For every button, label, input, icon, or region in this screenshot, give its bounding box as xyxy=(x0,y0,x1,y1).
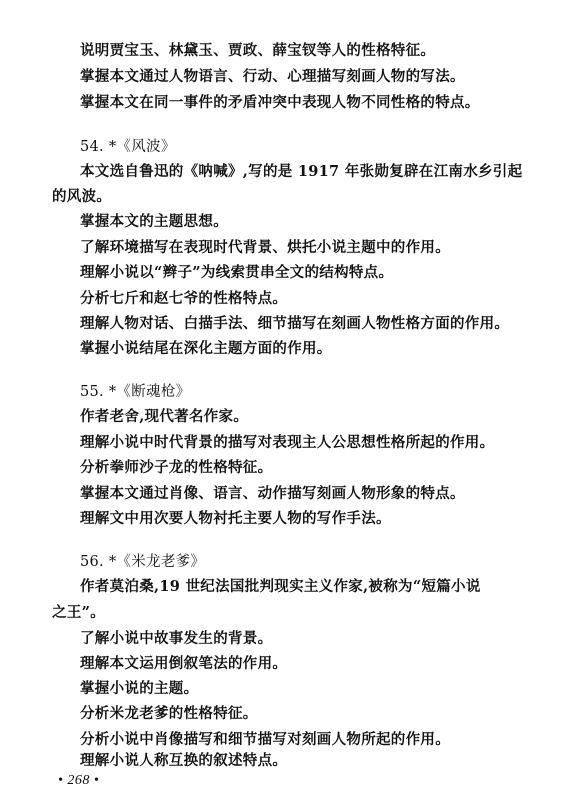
section-line: 掌握小说的主题。 xyxy=(80,680,199,697)
section-line: 本文选自鲁迅的《呐喊》,写的是 1917 年张勋复辟在江南水乡引起 xyxy=(80,163,523,180)
section-line: 掌握本文的主题思想。 xyxy=(80,213,228,230)
section-line: 掌握本文通过肖像、语言、动作描写刻画人物形象的特点。 xyxy=(80,485,465,502)
section-heading: 54. *《风波》 xyxy=(80,139,176,155)
section-heading: 55. *《断魂枪》 xyxy=(80,384,191,400)
section-line: 作者莫泊桑,19 世纪法国批判现实主义作家,被称为“短篇小说 xyxy=(80,578,481,595)
section-line: 理解小说人称互换的叙述特点。 xyxy=(80,752,288,769)
section-line: 理解小说以“辫子”为线索贯串全文的结构特点。 xyxy=(80,264,394,281)
section-line: 理解本文运用倒叙笔法的作用。 xyxy=(80,655,288,672)
section-line: 分析小说中肖像描写和细节描写对刻画人物所起的作用。 xyxy=(80,731,450,748)
section-line: 了解环境描写在表现时代背景、烘托小说主题中的作用。 xyxy=(80,239,450,256)
intro-line: 掌握本文通过人物语言、行动、心理描写刻画人物的写法。 xyxy=(80,68,465,85)
section-line: 分析七斤和赵七爷的性格特点。 xyxy=(80,290,288,307)
intro-line: 掌握本文在同一事件的矛盾冲突中表现人物不同性格的特点。 xyxy=(80,94,480,111)
section-line: 作者老舍,现代著名作家。 xyxy=(80,408,249,425)
section-line: 掌握小说结尾在深化主题方面的作用。 xyxy=(80,340,332,357)
page-number: • 268 • xyxy=(58,773,100,788)
section-line: 分析拳师沙子龙的性格特征。 xyxy=(80,459,273,476)
section-line: 分析米龙老爹的性格特征。 xyxy=(80,705,258,722)
section-line: 理解文中用次要人物衬托主要人物的写作手法。 xyxy=(80,510,391,527)
section-line: 的风波。 xyxy=(52,188,112,205)
section-line: 之王”。 xyxy=(52,604,106,621)
intro-line: 说明贾宝玉、林黛玉、贾政、薛宝钗等人的性格特征。 xyxy=(80,42,436,59)
section-heading: 56. *《米龙老爹》 xyxy=(80,554,206,570)
section-line: 理解人物对话、白描手法、细节描写在刻画人物性格方面的作用。 xyxy=(80,315,510,332)
section-line: 了解小说中故事发生的背景。 xyxy=(80,630,273,647)
section-line: 理解小说中时代背景的描写对表现主人公思想性格所起的作用。 xyxy=(80,434,495,451)
